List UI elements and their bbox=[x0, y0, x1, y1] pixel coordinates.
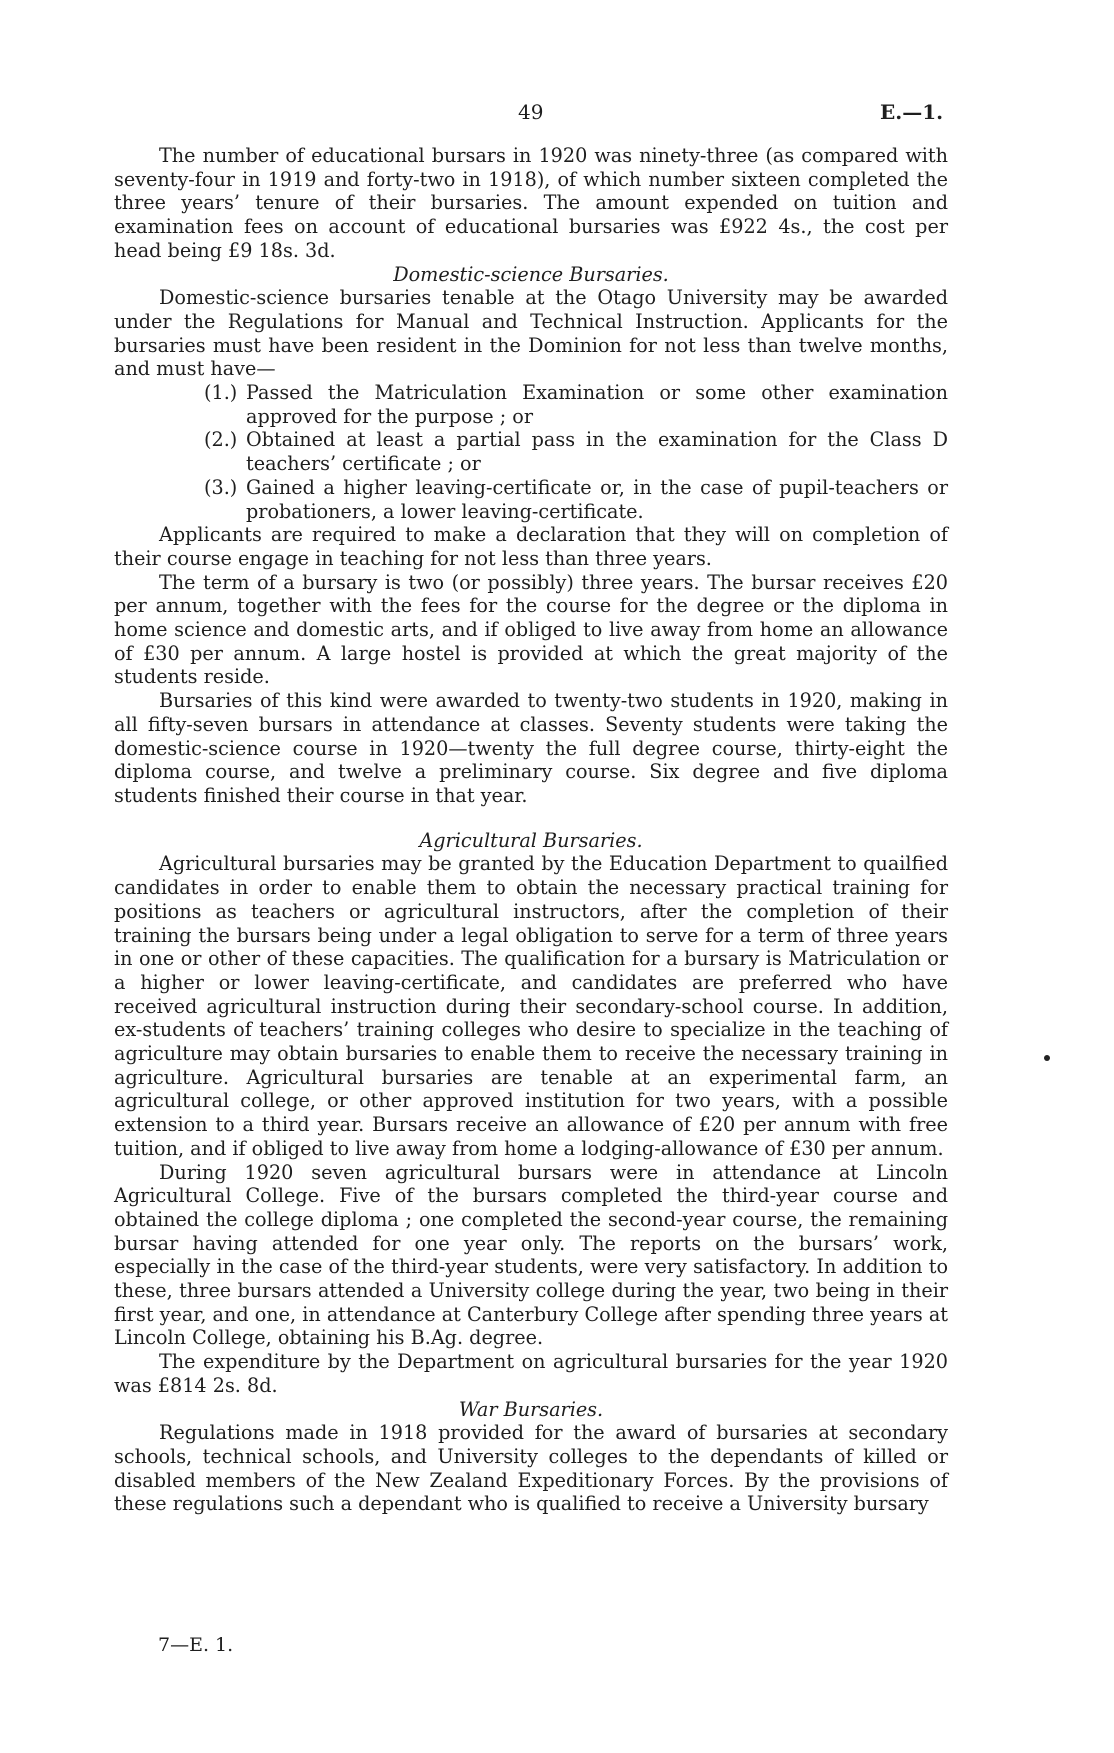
list-item bbox=[204, 428, 948, 475]
signature-mark: 7—E. 1. bbox=[158, 1634, 234, 1656]
paragraph-agricultural-expenditure: The expenditure by the Department on agricultural bursaries for the year 1920 was £814 2s. 8d. bbox=[114, 1350, 948, 1397]
margin-dot bbox=[1044, 1055, 1050, 1061]
heading-domestic-science: Domestic-science Bursaries. bbox=[393, 262, 669, 286]
list-item-text: Gained a higher leaving-certificate or, in the case of pupil-teachers or probationers, a lower leaving-certificate. bbox=[246, 475, 948, 523]
document-code: E.—1. bbox=[880, 100, 944, 124]
list-item-number: (2.) bbox=[204, 428, 238, 452]
page-body bbox=[114, 144, 948, 1516]
page-number: 49 bbox=[518, 100, 544, 124]
paragraph-declaration: Applicants are required to make a declaration that they will on completion of their course engage in teaching for not less than three years. bbox=[114, 523, 948, 570]
list-item-number: (1.) bbox=[204, 381, 238, 405]
paragraph-agricultural-1920: During 1920 seven agricultural bursars were in attendance at Lincoln Agricultural College. Five of the bursars completed the third-year course and obtained the college diploma ; one completed the second-year course, the remaining bursar having attended for one year only. The reports on the bursars’ work, especially in the case of the third-year students, were very satisfactory. In addition to these, three bursars attended a University college during the year, two being in their first year, and one, in attendance at Canterbury College after spending three years at Lincoln College, obtaining his B.Ag. degree. bbox=[114, 1160, 948, 1350]
list-item-number: (3.) bbox=[204, 475, 238, 499]
paragraph-term: The term of a bursary is two (or possibly) three years. The bursar receives £20 per annum, together with the fees for the course for the degree or the diploma in home science and domestic arts, and if obliged to live away from home an allowance of £30 per annum. A large hostel is provided at which the great majority of the students reside. bbox=[114, 570, 948, 689]
paragraph-agricultural-intro: Agricultural bursaries may be granted by the Education Department to quailfied candidates in order to enable them to obtain the necessary practical training for positions as teachers or agricultural instructors, after the completion of their training the bursars being under a legal obligation to serve for a term of three years in one or other of these capacities. The qualification for a bursary is Matriculation or a higher or lower leaving-certificate, and candidates are preferred who have received agricultural instruction during their secondary-school course. In addition, ex-students of teachers’ training colleges who desire to specialize in the teaching of agriculture may obtain bursaries to enable them to receive the necessary training in agriculture. Agricultural bursaries are tenable at an experimental farm, an agricultural college, or other approved institution for two years, with a possible extension to a third year. Bursars receive an allowance of £20 per annum with free tuition, and if obliged to live away from home a lodging-allowance of £30 per annum. bbox=[114, 852, 948, 1160]
heading-war-bursaries: War Bursaries. bbox=[458, 1397, 604, 1421]
heading-agricultural: Agricultural Bursaries. bbox=[419, 828, 643, 852]
list-item-text: Passed the Matriculation Examination or some other examination approved for the purpose ; or bbox=[246, 381, 948, 428]
paragraph-domestic-awards: Bursaries of this kind were awarded to twenty-two students in 1920, making in all fifty-seven bursars in attendance at classes. Seventy students were taking the domestic-science course in 1920—twenty the full degree course, thirty-eight the diploma course, and twelve a preliminary course. Six degree and five diploma students finished their course in that year. bbox=[114, 689, 948, 807]
page-header bbox=[0, 100, 1114, 128]
list-item bbox=[204, 476, 948, 523]
paragraph-domestic-intro: Domestic-science bursaries tenable at the Otago University may be awarded under the Regulations for Manual and Technical Instruction. Applicants for the bursaries must have been resident in the Dominion for not less than twelve months, and must have— bbox=[114, 286, 948, 381]
paragraph-educational-bursars: The number of educational bursars in 1920 was ninety-three (as compared with seventy-four in 1919 and forty-two in 1918), of which number sixteen completed the three years’ tenure of their bursaries. The amount expended on tuition and examination fees on account of educational bursaries was £922 4s., the cost per head being £9 18s. 3d. bbox=[114, 144, 948, 262]
requirements-list bbox=[114, 381, 948, 523]
paragraph-war-bursaries: Regulations made in 1918 provided for the award of bursaries at secondary schools, technical schools, and University colleges to the dependants of killed or disabled members of the New Zealand Expeditionary Forces. By the provisions of these regulations such a dependant who is qualified to receive a University bursary bbox=[114, 1421, 948, 1516]
list-item bbox=[204, 381, 948, 428]
list-item-text: Obtained at least a partial pass in the examination for the Class D teachers’ certificate ; or bbox=[246, 428, 948, 476]
